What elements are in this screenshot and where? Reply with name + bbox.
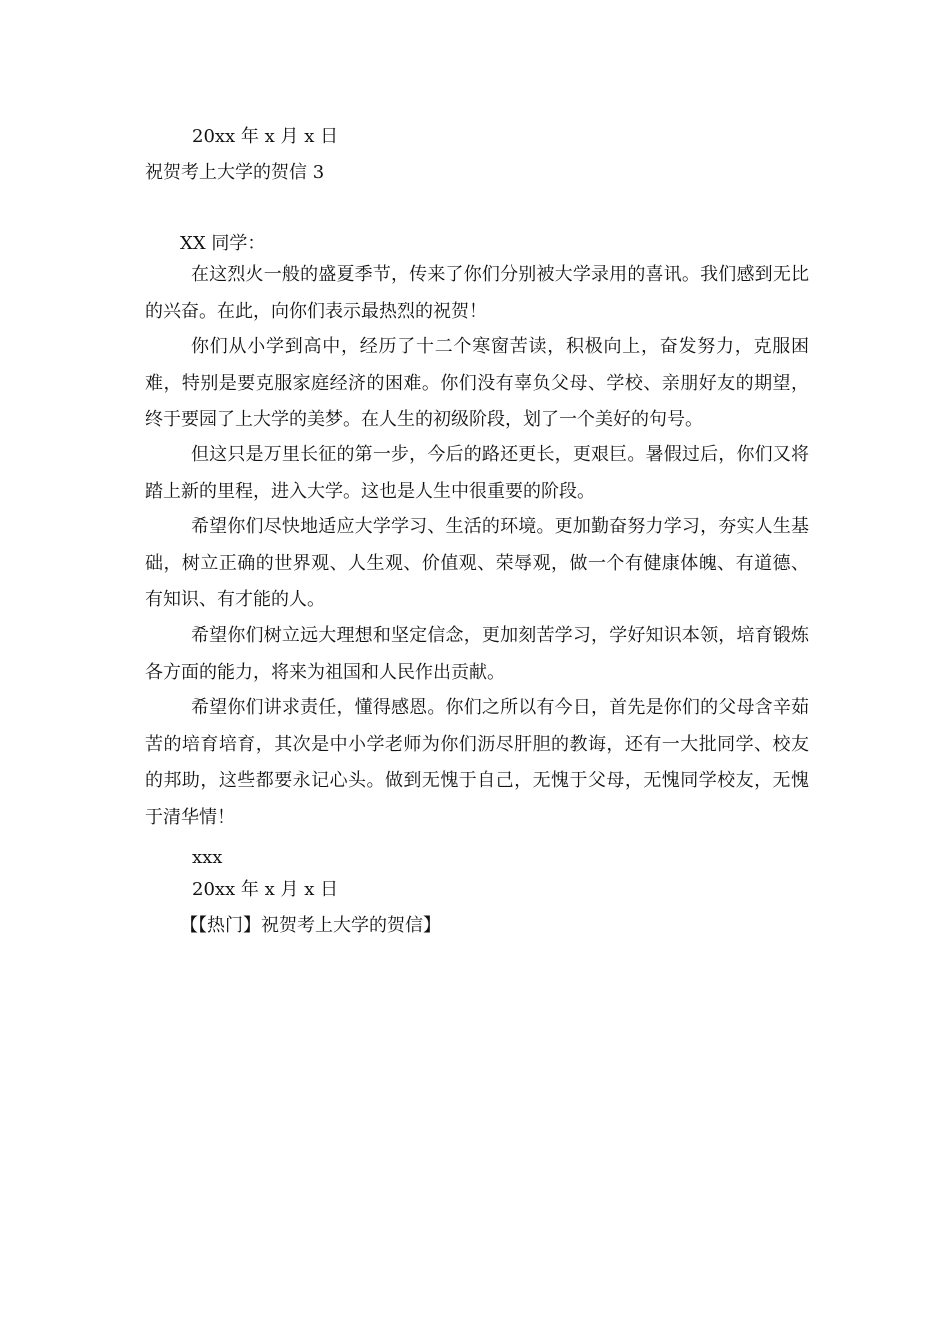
- paragraph-4: 希望你们尽快地适应大学学习、生活的环境。更加勤奋努力学习，夯实人生基础，树立正确的世界观、人生观、价值观、荣辱观，做一个有健康体魄、有道德、有知识、有才能的人。: [145, 516, 809, 610]
- signature: xxx: [192, 847, 223, 868]
- header-date: 20xx 年 x 月 x 日: [192, 126, 339, 147]
- related-article-link[interactable]: 【【热门】祝贺考上大学的贺信】: [180, 915, 441, 936]
- salutation: XX 同学：: [180, 233, 266, 254]
- paragraph-1: 在这烈火一般的盛夏季节，传来了你们分别被大学录用的喜讯。我们感到无比的兴奋。在此，向你们表示最热烈的祝贺！: [145, 264, 809, 322]
- paragraph-3: 但这只是万里长征的第一步，今后的路还更长，更艰巨。暑假过后，你们又将踏上新的里程，进入大学。这也是人生中很重要的阶段。: [145, 444, 809, 502]
- paragraph-6: 希望你们讲求责任，懂得感恩。你们之所以有今日，首先是你们的父母含辛茹苦的培育培育，其次是中小学老师为你们沥尽肝胆的教诲，还有一大批同学、校友的邦助，这些都要永记心头。做到无愧于自己，无愧于父母，无愧同学校友，无愧于清华情！: [145, 697, 809, 828]
- paragraph-5: 希望你们树立远大理想和坚定信念，更加刻苦学习，学好知识本领，培育锻炼各方面的能力，将来为祖国和人民作出贡献。: [145, 625, 809, 683]
- sign-date: 20xx 年 x 月 x 日: [192, 879, 339, 900]
- paragraph-2: 你们从小学到高中，经历了十二个寒窗苦读，积极向上，奋发努力，克服困难，特别是要克服家庭经济的困难。你们没有辜负父母、学校、亲朋好友的期望，终于要园了上大学的美梦。在人生的初级阶段，划了一个美好的句号。: [145, 336, 809, 430]
- document-title: 祝贺考上大学的贺信 3: [145, 162, 325, 183]
